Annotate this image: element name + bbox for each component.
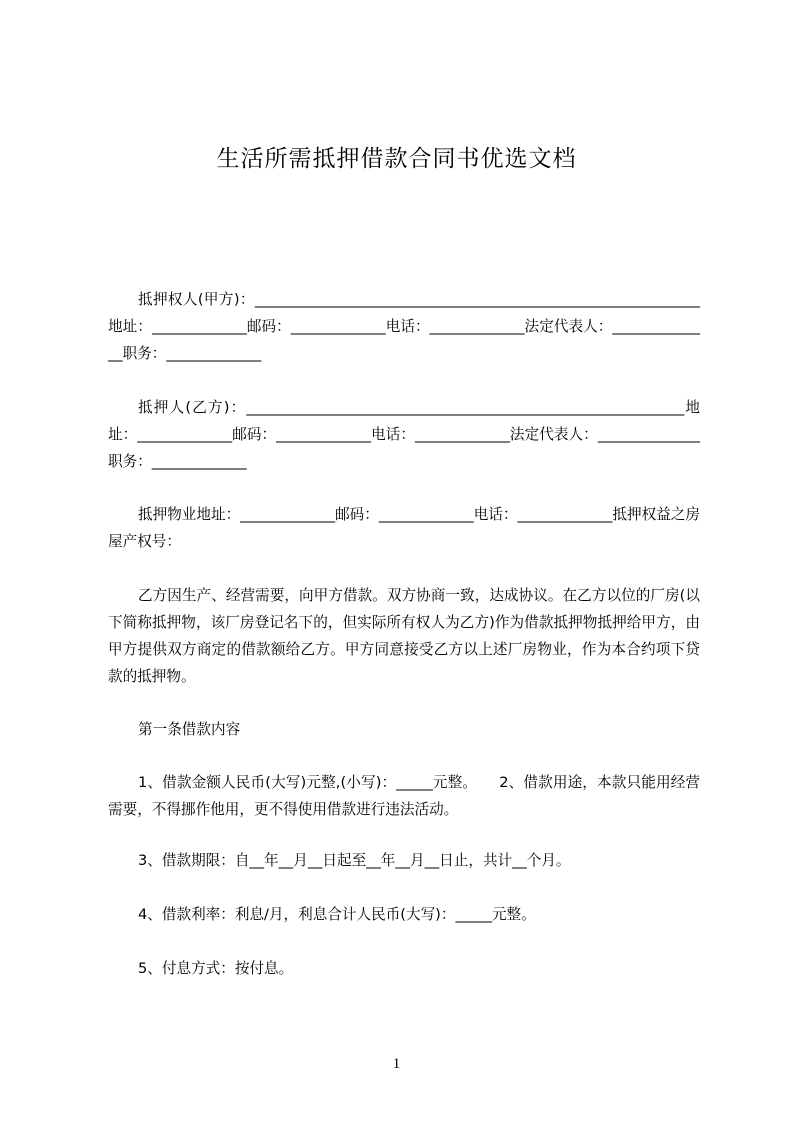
mortgagee-info-paragraph: 抵押权人(甲方)：_____________________________________________________________ 地址：_____________邮码：_____________电话：_____________法定代表人：______________职务：_____________ [108,291,700,362]
page-number: 1 [392,1056,401,1072]
mortgagor-info-paragraph: 抵押人(乙方)：____________________________________________________________地址：_____________邮码：_____________电话：_____________法定代表人：______________职务：_____________ [108,399,700,470]
clause-4-paragraph: 4、借款利率：利息/月，利息合计人民币(大写)：_____元整。 [138,906,536,923]
clause-3-paragraph: 3、借款期限：自__年__月__日起至__年__月__日止，共计__个月。 [138,852,571,869]
clause-5-paragraph: 5、付息方式：按付息。 [138,960,294,977]
document-title: 生活所需抵押借款合同书优选文档 [216,146,577,172]
article-one-heading: 第一条借款内容 [138,721,241,738]
clause-1-2-paragraph: 1、借款金额人民币(大写)元整,(小写)：_____元整。 2、借款用途，本款只能用经营需要，不得挪作他用，更不得使用借款进行违法活动。 [108,774,700,818]
property-info-paragraph: 抵押物业地址：_____________邮码：_____________电话：_____________抵押权益之房屋产权号： [108,506,700,550]
intro-paragraph: 乙方因生产、经营需要，向甲方借款。双方协商一致，达成协议。在乙方以位的厂房(以下简称抵押物，该厂房登记名下的，但实际所有权人为乙方)作为借款抵押物抵押给甲方，由甲方提供双方商定的借款额给乙方。甲方同意接受乙方以上述厂房物业，作为本合约项下贷款的抵押物。 [108,587,700,685]
